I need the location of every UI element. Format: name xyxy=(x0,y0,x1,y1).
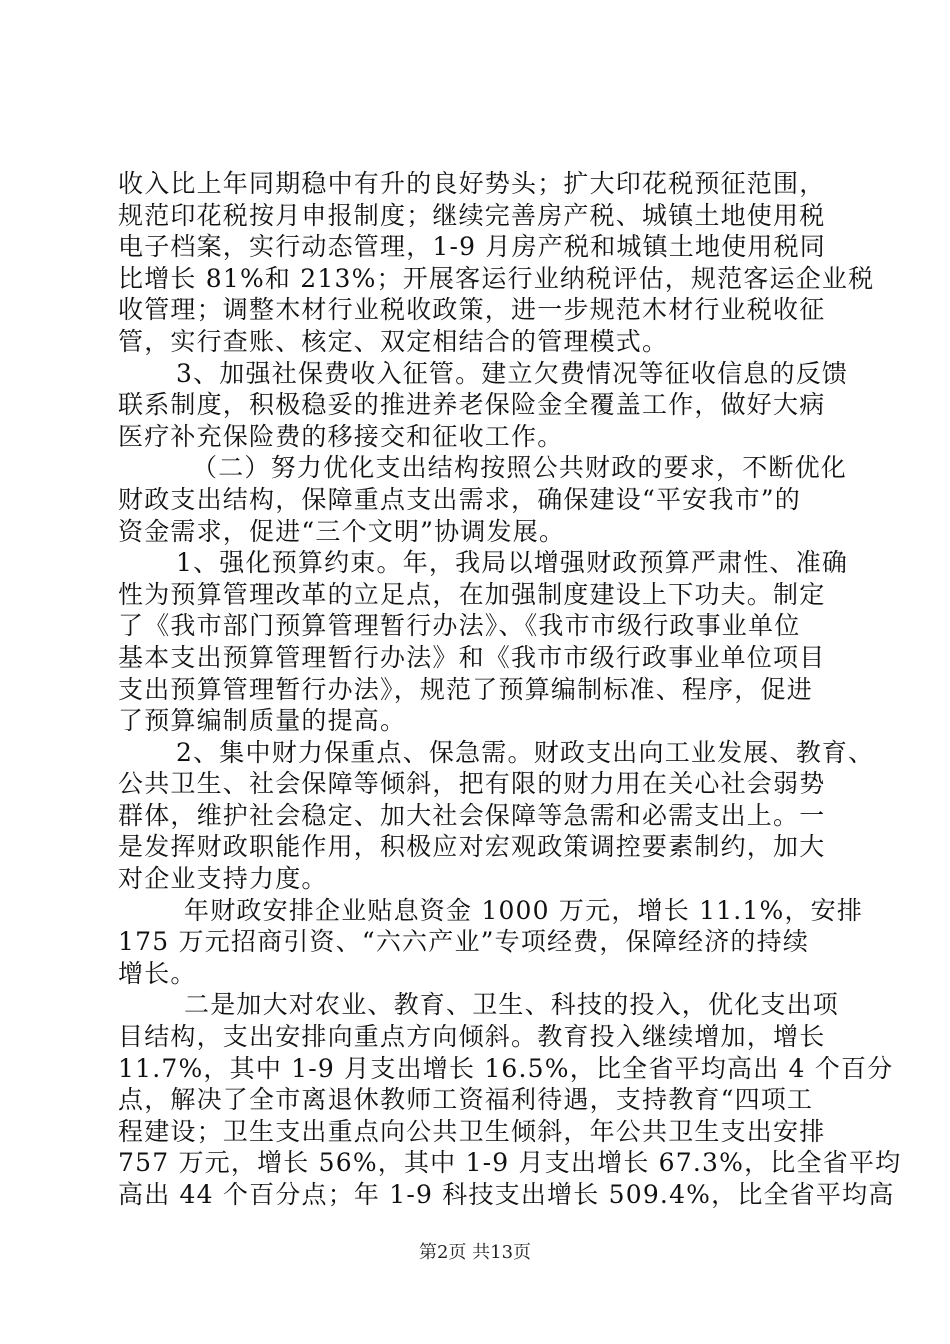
text-line: 目结构，支出安排向重点方向倾斜。教育投入继续增加，增长 xyxy=(118,1022,826,1052)
text-line: 二是加大对农业、教育、卫生、科技的投入，优化支出项 xyxy=(184,990,840,1020)
text-line: 医疗补充保险费的移接交和征收工作。 xyxy=(118,421,564,451)
text-line: 年财政安排企业贴息资金 1000 万元，增长 11.1%，安排 xyxy=(184,895,864,925)
text-line: 是发挥财政职能作用，积极应对宏观政策调控要素制约，加大 xyxy=(118,832,826,862)
text-line: 了预算编制质量的提高。 xyxy=(118,706,407,736)
text-line: 资金需求，促进“三个文明”协调发展。 xyxy=(118,516,566,546)
text-line: 收管理；调整木材行业税收政策，进一步规范木材行业税收征 xyxy=(118,295,826,325)
text-line: 2、集中财力保重点、保急需。财政支出向工业发展、教育、 xyxy=(176,737,875,767)
section-heading: （二）努力优化支出结构按照公共财政的要求，不断优化 xyxy=(192,453,848,483)
text-line: 基本支出预算管理暂行办法》和《我市市级行政事业单位项目 xyxy=(118,642,826,672)
text-line: 11.7%，其中 1-9 月支出增长 16.5%，比全省平均高出 4 个百分 xyxy=(118,1053,894,1083)
document-body xyxy=(118,168,902,1211)
text-line: 程建设；卫生支出重点向公共卫生倾斜，年公共卫生支出安排 xyxy=(118,1116,826,1146)
text-line: 比增长 81%和 213%；开展客运行业纳税评估，规范客运企业税 xyxy=(118,263,875,293)
text-line: 电子档案，实行动态管理，1-9 月房产税和城镇土地使用税同 xyxy=(118,232,827,262)
text-line: 了《我市部门预算管理暂行办法》、《我市市级行政事业单位 xyxy=(118,611,801,641)
text-line: 3、加强社保费收入征管。建立欠费情况等征收信息的反馈 xyxy=(176,358,849,388)
text-line: 群体，维护社会稳定、加大社会保障等急需和必需支出上。一 xyxy=(118,800,826,830)
text-line: 对企业支持力度。 xyxy=(118,864,328,894)
text-line: 财政支出结构，保障重点支出需求，确保建设“平安我市”的 xyxy=(118,484,801,514)
text-line: 高出 44 个百分点；年 1-9 科技支出增长 509.4%，比全省平均高 xyxy=(118,1180,895,1209)
text-line: 性为预算管理改革的立足点，在加强制度建设上下功夫。制定 xyxy=(118,579,826,609)
text-line: 增长。 xyxy=(118,958,197,988)
page-number: 第2页 共13页 xyxy=(418,1242,532,1263)
text-line: 175 万元招商引资、“六六产业”专项经费，保障经济的持续 xyxy=(118,927,810,957)
text-line: 联系制度，积极稳妥的推进养老保险金全覆盖工作，做好大病 xyxy=(118,390,826,420)
text-line: 规范印花税按月申报制度；继续完善房产税、城镇土地使用税 xyxy=(118,200,826,230)
text-line: 1、强化预算约束。年，我局以增强财政预算严肃性、准确 xyxy=(176,548,849,578)
text-line: 点，解决了全市离退休教师工资福利待遇，支持教育“四项工 xyxy=(118,1085,814,1115)
text-line: 757 万元，增长 56%，其中 1-9 月支出增长 67.3%，比全省平均 xyxy=(118,1148,902,1178)
text-line: 收入比上年同期稳中有升的良好势头；扩大印花税预征范围， xyxy=(118,169,826,198)
text-line: 公共卫生、社会保障等倾斜，把有限的财力用在关心社会弱势 xyxy=(118,769,826,799)
text-line: 支出预算管理暂行办法》，规范了预算编制标准、程序，促进 xyxy=(118,674,813,704)
text-line: 管，实行查账、核定、双定相结合的管理模式。 xyxy=(118,326,669,356)
